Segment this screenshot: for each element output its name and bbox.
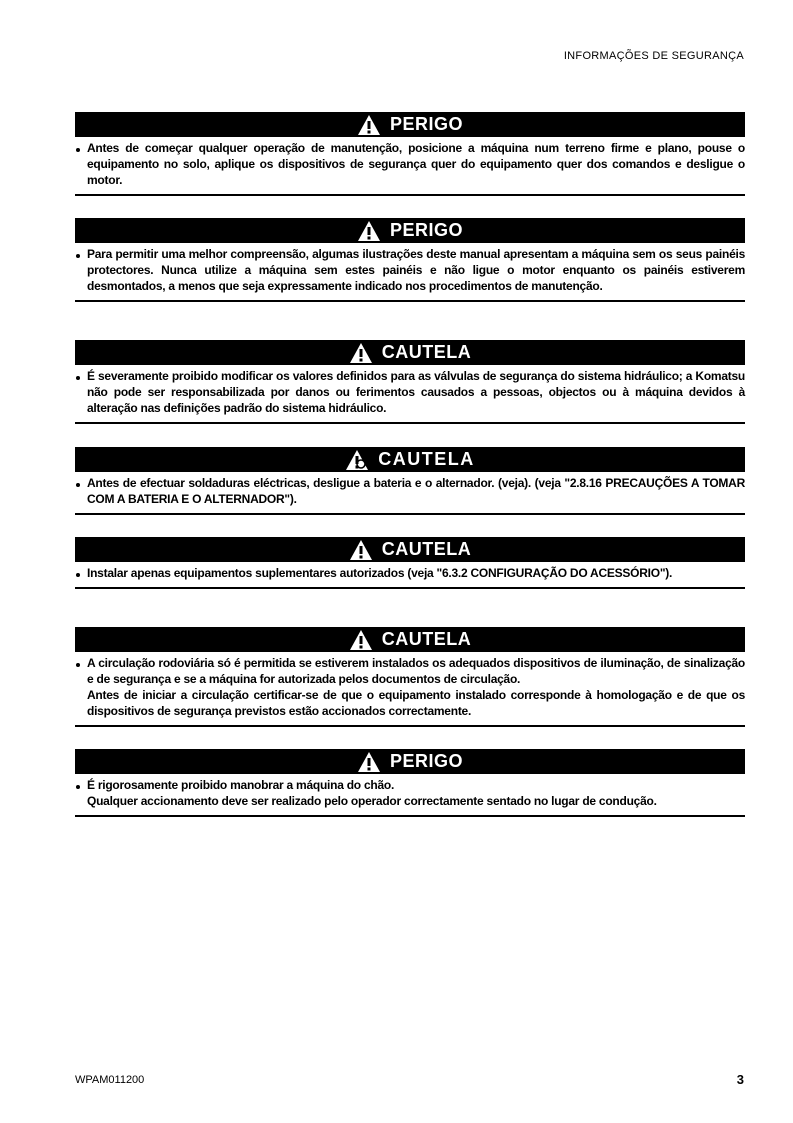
safety-notice-caution (75, 340, 745, 424)
notice-text (87, 777, 745, 809)
warning-triangle-icon (349, 342, 373, 364)
notice-level: CAUTELA (378, 449, 475, 469)
notice-paragraph: A circulação rodoviária só é permitida se estiverem instalados os adequados dispositivos de iluminação, de sinalização e de segurança e se a máquina for autorizada pelos documentos de circulação. (87, 656, 745, 686)
bullet-icon (75, 246, 87, 294)
notice-paragraph: Qualquer accionamento deve ser realizado pelo operador correctamente sentado no lugar de condução. (87, 794, 657, 808)
notice-header-bar (75, 340, 745, 365)
notice-text (87, 655, 745, 719)
notice-body (75, 365, 745, 424)
notice-text (87, 368, 745, 416)
notice-text (87, 565, 745, 581)
safety-notice-danger (75, 218, 745, 302)
running-header: INFORMAÇÕES DE SEGURANÇA (563, 50, 744, 62)
bullet-icon (75, 565, 87, 581)
notice-level: PERIGO (389, 220, 463, 240)
document-code: WPAM011200 (75, 1074, 145, 1086)
warning-triangle-icon (345, 449, 369, 471)
notice-body (75, 137, 745, 196)
warning-triangle-icon (357, 751, 381, 773)
notice-body (75, 774, 745, 817)
notice-paragraph: Para permitir uma melhor compreensão, algumas ilustrações deste manual apresentam a máquina sem os seus painéis protectores. Nunca utilize a máquina sem estes painéis e não ligue o motor enquanto os painéis estiverem desmontados, a menos que seja expressamente indicado nos procedimentos de manutenção. (87, 247, 745, 293)
notice-paragraph: Antes de efectuar soldaduras eléctricas, desligue a bateria e o alternador. (veja). (veja "2.8.16 PRECAUÇÕES A TOMAR COM A BATERIA E O ALTERNADOR"). (87, 476, 745, 506)
notice-text (87, 246, 745, 294)
warning-triangle-icon (357, 220, 381, 242)
bullet-icon (75, 475, 87, 507)
safety-notice-danger (75, 749, 745, 817)
notice-text (87, 140, 745, 188)
notice-header-bar (75, 218, 745, 243)
safety-notice-caution (75, 537, 745, 589)
notice-level: PERIGO (389, 114, 463, 134)
notice-header-bar (75, 749, 745, 774)
bullet-icon (75, 655, 87, 719)
safety-notice-caution (75, 447, 745, 515)
notice-header-bar (75, 537, 745, 562)
notice-level: CAUTELA (381, 539, 472, 559)
bullet-icon (75, 368, 87, 416)
safety-notice-danger (75, 112, 745, 196)
notice-level: CAUTELA (381, 342, 472, 362)
notice-paragraph: Antes de começar qualquer operação de manutenção, posicione a máquina num terreno firme e plano, pouse o equipamento no solo, aplique os dispositivos de segurança quer do equipamento quer dos comandos e desligue o motor. (87, 141, 745, 187)
bullet-icon (75, 777, 87, 809)
notice-header-bar (75, 112, 745, 137)
notice-body (75, 243, 745, 302)
notice-level: PERIGO (389, 751, 463, 771)
warning-triangle-icon (349, 539, 373, 561)
safety-notice-caution (75, 627, 745, 727)
page-number: 3 (736, 1072, 744, 1087)
notice-text (87, 475, 745, 507)
notice-header-bar (75, 447, 745, 472)
notice-body (75, 562, 745, 589)
warning-triangle-icon (349, 629, 373, 651)
warning-triangle-icon (357, 114, 381, 136)
notice-paragraph: É rigorosamente proibido manobrar a máquina do chão. (87, 778, 395, 792)
notice-level: CAUTELA (381, 629, 472, 649)
notice-paragraph: É severamente proibido modificar os valores definidos para as válvulas de segurança do sistema hidráulico; a Komatsu não pode ser responsabilizada por danos ou ferimentos causados a pessoas, objectos ou à máquina devidos à alteração nas definições padrão do sistema hidráulico. (87, 369, 745, 415)
notice-paragraph: Instalar apenas equipamentos suplementares autorizados (veja "6.3.2 CONFIGURAÇÃO DO ACESSÓRIO"). (87, 566, 673, 580)
notice-body (75, 472, 745, 515)
notice-body (75, 652, 745, 727)
bullet-icon (75, 140, 87, 188)
notice-paragraph: Antes de iniciar a circulação certificar-se de que o equipamento instalado corresponde à homologação e de que os dispositivos de segurança previstos estão accionados correctamente. (87, 688, 745, 718)
notice-header-bar (75, 627, 745, 652)
